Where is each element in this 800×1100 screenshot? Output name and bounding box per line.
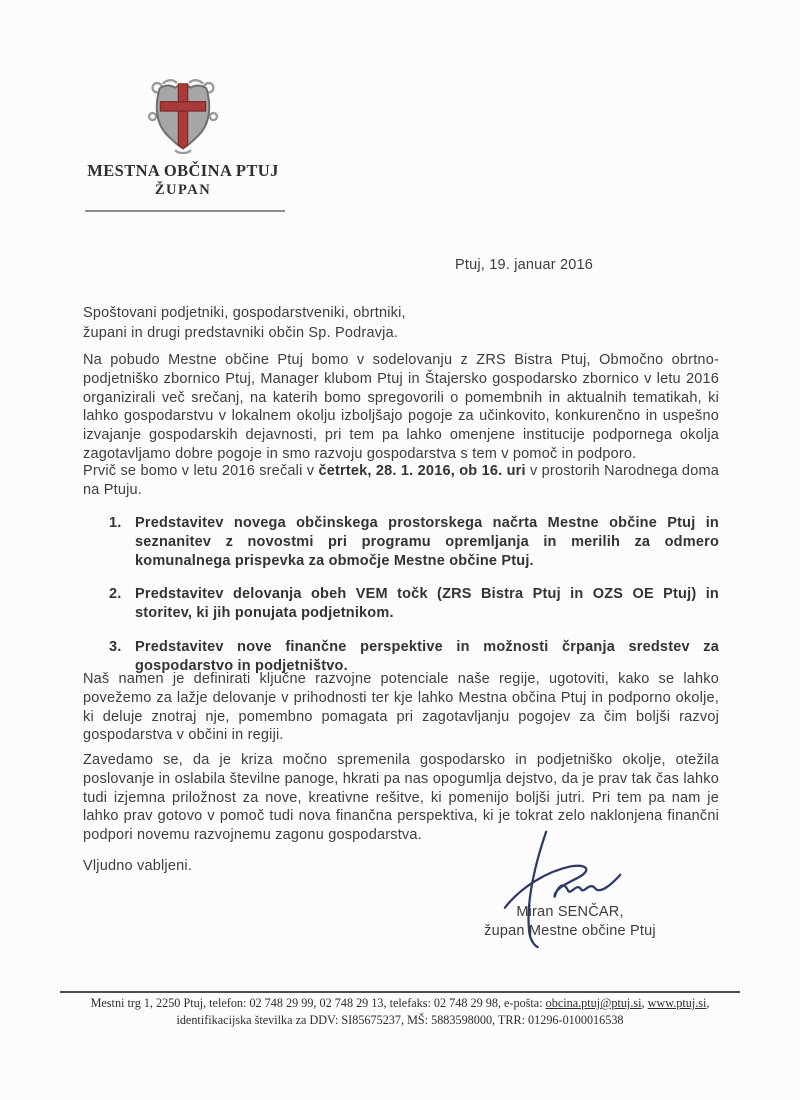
signatory-name: Miran SENČAR, xyxy=(516,904,624,920)
footer-website-link[interactable]: www.ptuj.si xyxy=(647,996,707,1010)
meeting-text-suffix: v prostorih Narodnega doma na Ptuju. xyxy=(83,463,719,498)
paragraph-goal: Naš namen je definirati ključne razvojne potenciale naše regije, ugotoviti, kako se lahko povežemo za lažje delovanje v prihodnosti ter kje lahko Mestna občina Ptuj in podporno okolje, ki deluje znotraj nje, pomembno pomagata pri zagotavljanju pogojev za čim boljši razvoj gospodarstva v občini in regiji. xyxy=(83,671,719,744)
letterhead-divider xyxy=(85,210,285,212)
agenda-item-1-text: Predstavitev novega občinskega prostorskega načrta Mestne občine Ptuj in seznanitev z novostmi pri programu opremljanja in merilih za odmero komunalnega prispevka za območje Mestne občine Ptuj. xyxy=(135,515,719,569)
salutation-line-2: župani in drugi predstavniki občin Sp. Podravja. xyxy=(83,324,399,341)
paragraph-meeting xyxy=(83,462,719,500)
salutation xyxy=(83,304,719,343)
footer-address-contact: Mestni trg 1, 2250 Ptuj, telefon: 02 748 29 99, 02 748 29 13, telefaks: 02 748 29 98, e-pošta: xyxy=(90,996,546,1010)
agenda-item-3-text: Predstavitev nove finančne perspektive in možnosti črpanja sredstev za gospodarstvo in podjetništvo. xyxy=(135,638,719,674)
footer-line-1 xyxy=(40,995,760,1012)
meeting-text-prefix: Prvič se bomo v letu 2016 srečali v xyxy=(83,463,319,479)
footer-divider xyxy=(60,991,740,993)
footer-email-link[interactable]: obcina.ptuj@ptuj.si xyxy=(545,996,642,1010)
agenda-item-2-text: Predstavitev delovanja obeh VEM točk (ZRS Bistra Ptuj in OZS OE Ptuj) in storitev, ki jih ponujata podjetnikom. xyxy=(135,586,719,622)
organization-name: MESTNA OBČINA PTUJ xyxy=(87,161,279,180)
agenda-item-2-number: 2. xyxy=(109,586,122,603)
date-line: Ptuj, 19. januar 2016 xyxy=(455,257,594,273)
footer-separator: , xyxy=(641,996,648,1010)
meeting-date-time: četrtek, 28. 1. 2016, ob 16. uri xyxy=(318,463,526,479)
footer-line-1-suffix: , xyxy=(706,996,710,1010)
paragraph-intro: Na pobudo Mestne občine Ptuj bomo v sodelovanju z ZRS Bistra Ptuj, Območno obrtno-podjetniško zbornico Ptuj, Manager klubom Ptuj in Štajersko gospodarsko zbornico v letu 2016 organizirali več srečanj, na katerih bomo spregovorili o pomembnih in aktualnih tematikah, ki lahko gospodarstvu v lokalnem okolju izboljšajo pogoje za učinkovito, konkurenčno in uspešno izvajanje gospodarskih dejavnosti, pri tem pa lahko omenjene institucije podpornega okolja zagotavljamo dobre pogoje in smo razvoju gospodarstva s tem v pomoč in podporo. xyxy=(83,352,719,462)
signature-block xyxy=(460,822,680,957)
agenda-item-1 xyxy=(83,514,719,570)
organization-role: ŽUPAN xyxy=(154,182,212,198)
footer-line-2: identifikacijska številka za DDV: SI85675237, MŠ: 5883598000, TRR: 01296-0100016538 xyxy=(176,1012,624,1027)
agenda-item-1-number: 1. xyxy=(109,515,122,531)
agenda-list xyxy=(83,514,719,691)
agenda-item-2 xyxy=(83,585,719,623)
paragraph-crisis: Zavedamo se, da je kriza močno spremenila gospodarsko in podjetniško okolje, otežila poslovanje in oslabila številne panoge, hkrati pa nas opogumlja dejstvo, da je prav tak čas lahko tudi izjemna priložnost za nove, kreativne rešitve, ki pomenijo boljši jutri. Pri tem pa nam je lahko prav gotovo v pomoč tudi nova finančna perspektiva, ki je tokrat zelo naklonjena finančni podpori novemu razvojnemu zagonu gospodarstva. xyxy=(83,752,719,844)
ptuj-coat-of-arms-icon xyxy=(143,76,223,154)
salutation-line-1: Spoštovani podjetniki, gospodarstveniki, obrtniki, xyxy=(83,305,406,321)
letterhead xyxy=(68,76,298,199)
agenda-item-3-number: 3. xyxy=(109,638,122,655)
signatory-title: župan Mestne občine Ptuj xyxy=(484,923,656,939)
footer xyxy=(40,995,760,1028)
closing-line: Vljudno vabljeni. xyxy=(83,858,192,874)
